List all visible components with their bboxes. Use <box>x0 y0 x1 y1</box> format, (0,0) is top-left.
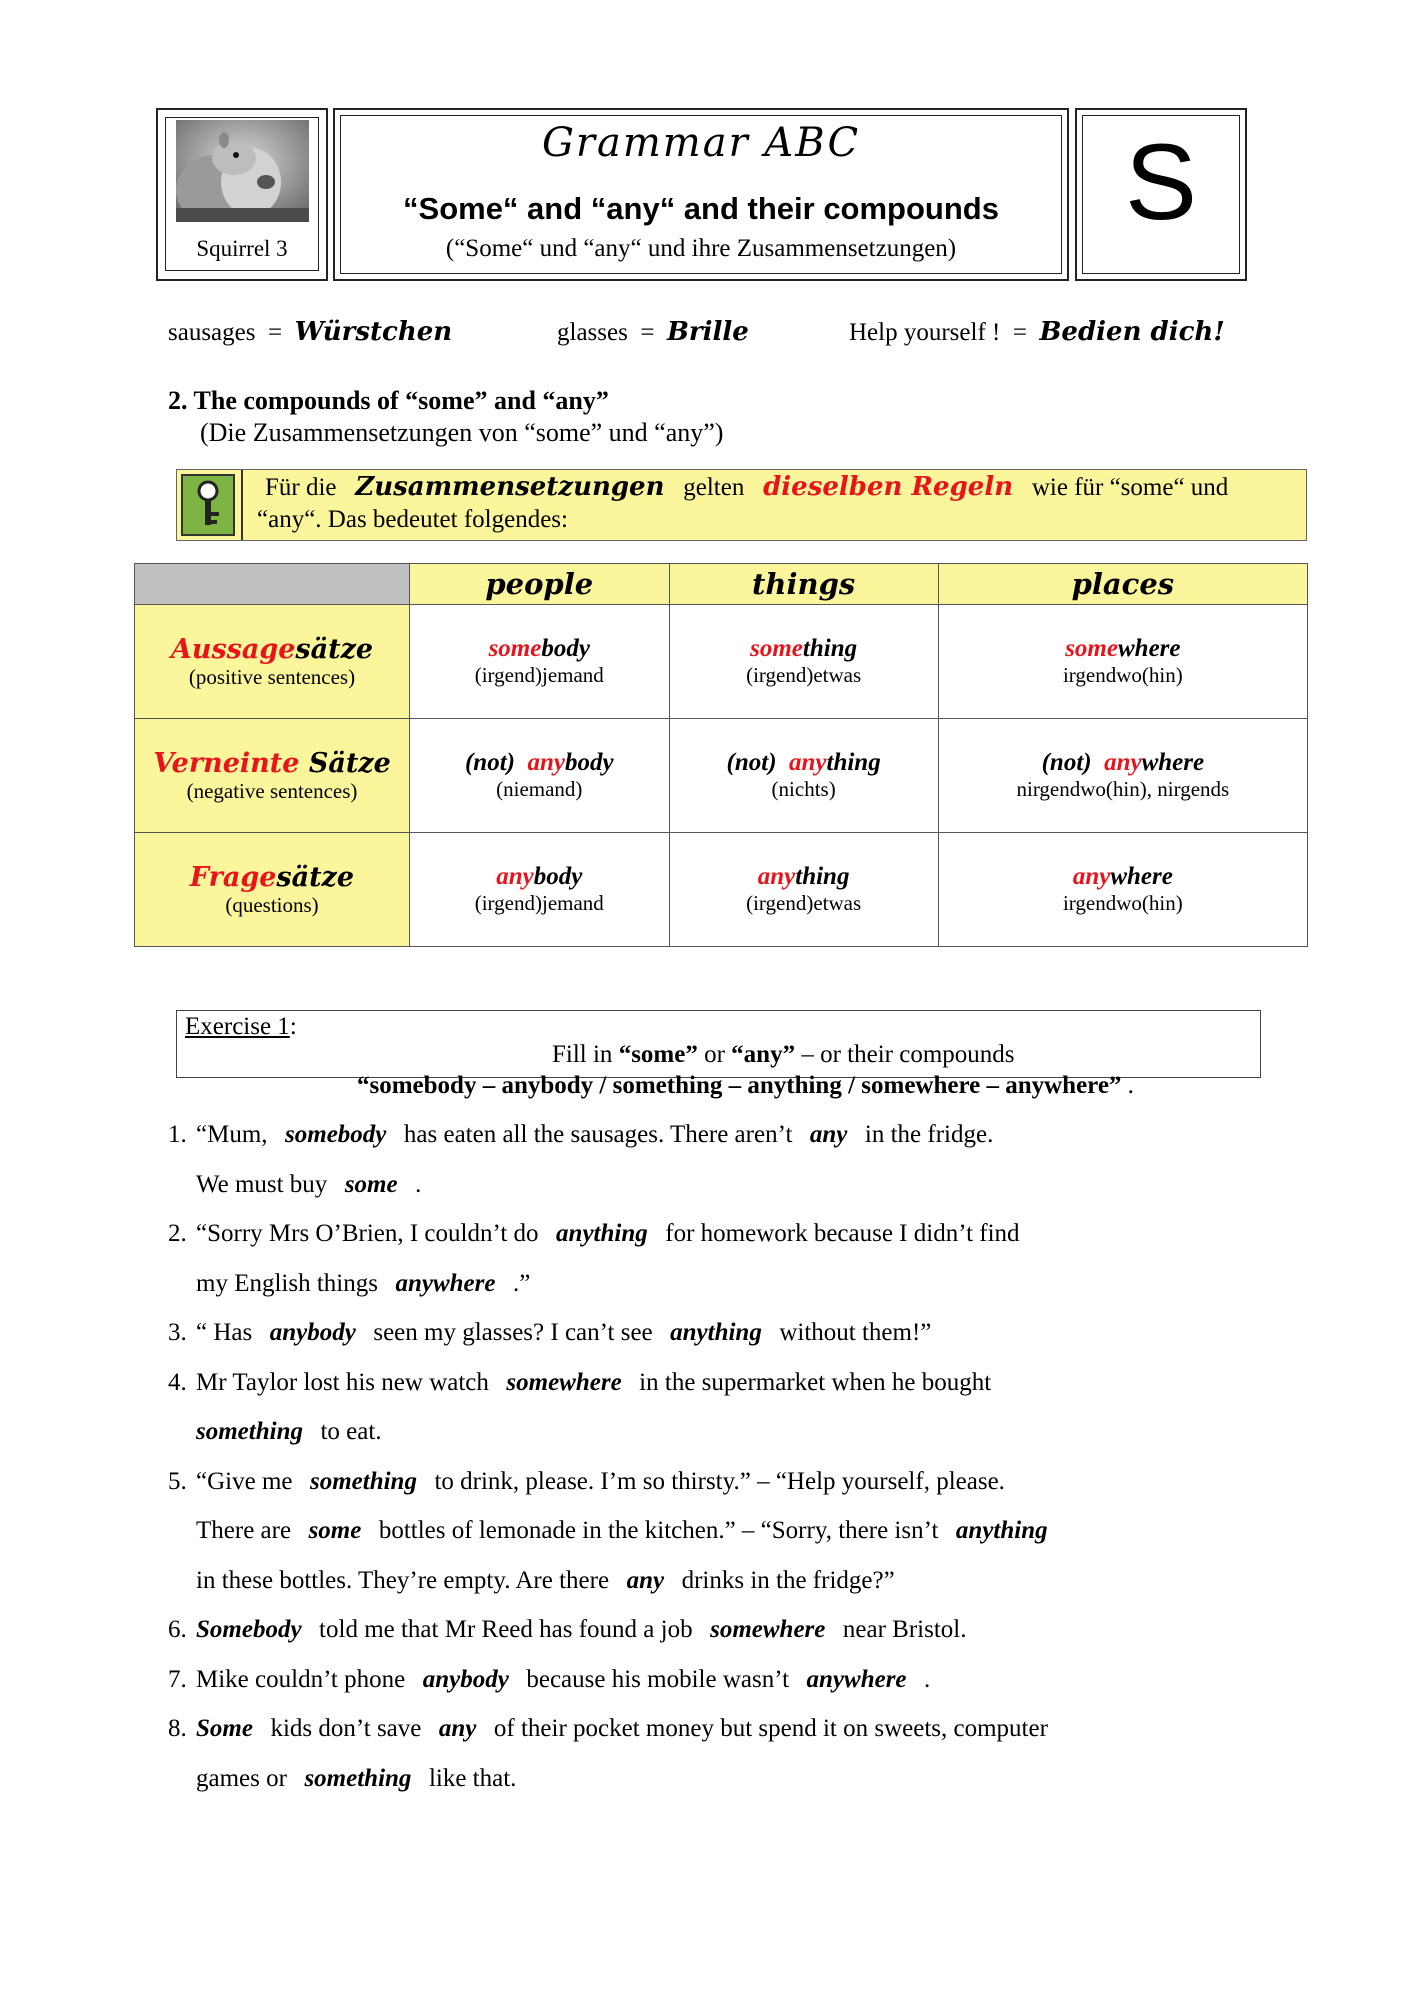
sentence-text: of their pocket money but spend it on sweets, computer <box>493 1715 1048 1742</box>
sentence-text: “Sorry Mrs O’Brien, I couldn’t do <box>196 1220 539 1247</box>
section-letter: S <box>1124 121 1198 242</box>
answer-word: any <box>626 1567 665 1594</box>
row-label-black: Sätze <box>299 747 391 779</box>
sentence-text: my English things <box>196 1270 378 1297</box>
sentence-text: seen my glasses? I can’t see <box>373 1319 653 1346</box>
vocab-eq: = <box>267 319 283 346</box>
vocab-item-2 <box>557 317 749 347</box>
sentence-text: without them!” <box>779 1319 932 1346</box>
table-cell: (not) anything (nichts) <box>669 719 938 833</box>
exercise-label: Exercise 1: <box>185 1013 297 1040</box>
sentence-text: drinks in the fridge?” <box>681 1567 895 1594</box>
answer-word: any <box>438 1715 477 1742</box>
sentence-text: Mike couldn’t phone <box>196 1666 406 1693</box>
photo-caption: Squirrel 3 <box>196 236 288 261</box>
sentence-number: 3. <box>168 1319 187 1346</box>
vocab-eq: = <box>640 319 655 346</box>
exercise-instruction: Fill in “some” or “any” – or their compounds <box>552 1041 1015 1068</box>
photo-frame <box>165 117 319 271</box>
answer-word: some <box>308 1517 362 1544</box>
sentence-text: . <box>924 1666 931 1693</box>
vocab-en: sausages <box>168 319 256 346</box>
answer-word: somewhere <box>710 1616 826 1643</box>
exercise-word-list: “somebody – anybody / something – anything / somewhere – anywhere” . <box>357 1072 1134 1099</box>
column-header: things <box>669 564 938 605</box>
sentence-text: because his mobile wasn’t <box>526 1666 790 1693</box>
sentence-number: 5. <box>168 1468 187 1495</box>
answer-word: somebody <box>285 1121 387 1148</box>
sentence-text: in the supermarket when he bought <box>639 1369 992 1396</box>
key-icon <box>181 474 235 536</box>
table-cell: something (irgend)etwas <box>669 605 938 719</box>
vocab-de: Bedien dich! <box>1039 317 1225 347</box>
row-label-red: Verneinte <box>153 747 300 779</box>
vocab-en: Help yourself ! <box>849 319 1001 346</box>
rule-line-2: “any“. Das bedeutet folgendes: <box>257 506 568 533</box>
sentence-text: has eaten all the sausages. There aren’t <box>403 1121 793 1148</box>
page-subtitle-german: (“Some“ und “any“ und ihre Zusammensetzungen) <box>445 235 957 262</box>
table-cell: (not) anybody (niemand) <box>410 719 670 833</box>
answer-word: anything <box>556 1220 648 1247</box>
answer-word: anybody <box>269 1319 356 1346</box>
vocab-item-3 <box>849 317 1225 347</box>
row-label-black: sätze <box>295 633 374 665</box>
sentence-text: We must buy <box>196 1171 328 1198</box>
row-label-sub: (positive sentences) <box>188 664 356 689</box>
sentence-text: told me that Mr Reed has found a job <box>319 1616 693 1643</box>
page-subtitle: “Some“ and “any“ and their compounds <box>403 191 999 226</box>
answer-word: something <box>304 1765 412 1792</box>
answer-word: any <box>809 1121 848 1148</box>
sentence-text: kids don’t save <box>270 1715 422 1742</box>
compounds-table <box>134 563 1308 947</box>
table-row <box>135 833 1308 947</box>
table-cell: somebody (irgend)jemand <box>410 605 670 719</box>
answer-word: Somebody <box>196 1616 302 1643</box>
answer-word: anywhere <box>806 1666 907 1693</box>
sentence-text: in the fridge. <box>864 1121 994 1148</box>
table-row <box>135 605 1308 719</box>
section-heading-german: (Die Zusammensetzungen von “some” und “any”) <box>200 418 724 447</box>
table-cell: anybody (irgend)jemand <box>410 833 670 947</box>
answer-word: anything <box>670 1319 762 1346</box>
sentence-text: like that. <box>428 1765 517 1792</box>
letter-box <box>1075 108 1247 281</box>
column-header: people <box>410 564 670 605</box>
table-row <box>135 719 1308 833</box>
exercise-box <box>176 1010 1261 1099</box>
answer-word: anybody <box>422 1666 509 1693</box>
sentence-text: Mr Taylor lost his new watch <box>196 1369 489 1396</box>
sentence-number: 2. <box>168 1220 187 1247</box>
answer-word: somewhere <box>506 1369 622 1396</box>
table-cell: anywhere irgendwo(hin) <box>938 833 1307 947</box>
sentence-text: .” <box>512 1270 531 1297</box>
photo-box <box>156 108 328 281</box>
vocab-eq: = <box>1012 319 1027 346</box>
rule-text: Für die <box>265 474 337 501</box>
row-label-sub: (questions) <box>225 892 319 917</box>
answer-word: anything <box>955 1517 1048 1544</box>
squirrel-photo <box>176 120 309 222</box>
sentence-number: 7. <box>168 1666 187 1693</box>
sentence-text: to eat. <box>320 1418 382 1445</box>
sentence-text: games or <box>196 1765 287 1792</box>
sentence-text: bottles of lemonade in the kitchen.” – “Sorry, there isn’t <box>378 1517 939 1544</box>
sentence-number: 8. <box>168 1715 187 1742</box>
sentence-text: “Give me <box>196 1468 293 1495</box>
rule-line-1 <box>265 472 1228 502</box>
sentence-number: 1. <box>168 1121 187 1148</box>
rule-text: wie für “some“ und <box>1031 474 1229 501</box>
answer-word: anywhere <box>395 1270 496 1297</box>
sentence-text: “Mum, <box>196 1121 268 1148</box>
row-label <box>135 605 410 719</box>
key-icon-box <box>177 470 243 540</box>
sentence-text: “ Has <box>196 1319 253 1346</box>
sentence-text: There are <box>196 1517 292 1544</box>
sentence-number: 4. <box>168 1369 187 1396</box>
section-heading: 2. The compounds of “some” and “any” <box>168 386 609 415</box>
row-label-red: Frage <box>189 861 277 893</box>
row-label <box>135 719 410 833</box>
answer-word: something <box>196 1418 303 1445</box>
sentence-text: for homework because I didn’t find <box>665 1220 1020 1247</box>
sentence-text: in these bottles. They’re empty. Are there <box>196 1567 610 1594</box>
row-label-sub: (negative sentences) <box>186 778 358 803</box>
vocab-en: glasses <box>557 319 628 346</box>
row-label-red: Aussage <box>170 633 296 665</box>
rule-box <box>176 469 1307 541</box>
row-label <box>135 833 410 947</box>
sentence-number: 6. <box>168 1616 187 1643</box>
answer-word: some <box>344 1171 398 1198</box>
vocab-de: Brille <box>666 317 749 347</box>
table-corner <box>135 564 410 605</box>
column-header: places <box>938 564 1307 605</box>
sentence-text: . <box>415 1171 422 1198</box>
table-cell: somewhere irgendwo(hin) <box>938 605 1307 719</box>
title-box <box>333 108 1069 281</box>
rule-text: gelten <box>683 474 745 501</box>
row-label-black: sätze <box>276 861 355 893</box>
answer-word: something <box>309 1468 417 1495</box>
page-title: Grammar ABC <box>541 120 861 166</box>
table-cell: (not) anywhere nirgendwo(hin), nirgends <box>938 719 1307 833</box>
sentence-text: to drink, please. I’m so thirsty.” – “Help yourself, please. <box>434 1468 1005 1495</box>
answer-word: Some <box>196 1715 253 1742</box>
vocab-de: Würstchen <box>294 317 453 347</box>
sentence-text: near Bristol. <box>842 1616 967 1643</box>
rule-keyword: Zusammensetzungen <box>355 472 665 502</box>
vocab-item-1 <box>168 317 452 347</box>
table-header-row <box>135 564 1308 605</box>
rule-keyword-red: dieselben Regeln <box>763 472 1014 502</box>
table-cell: anything (irgend)etwas <box>669 833 938 947</box>
